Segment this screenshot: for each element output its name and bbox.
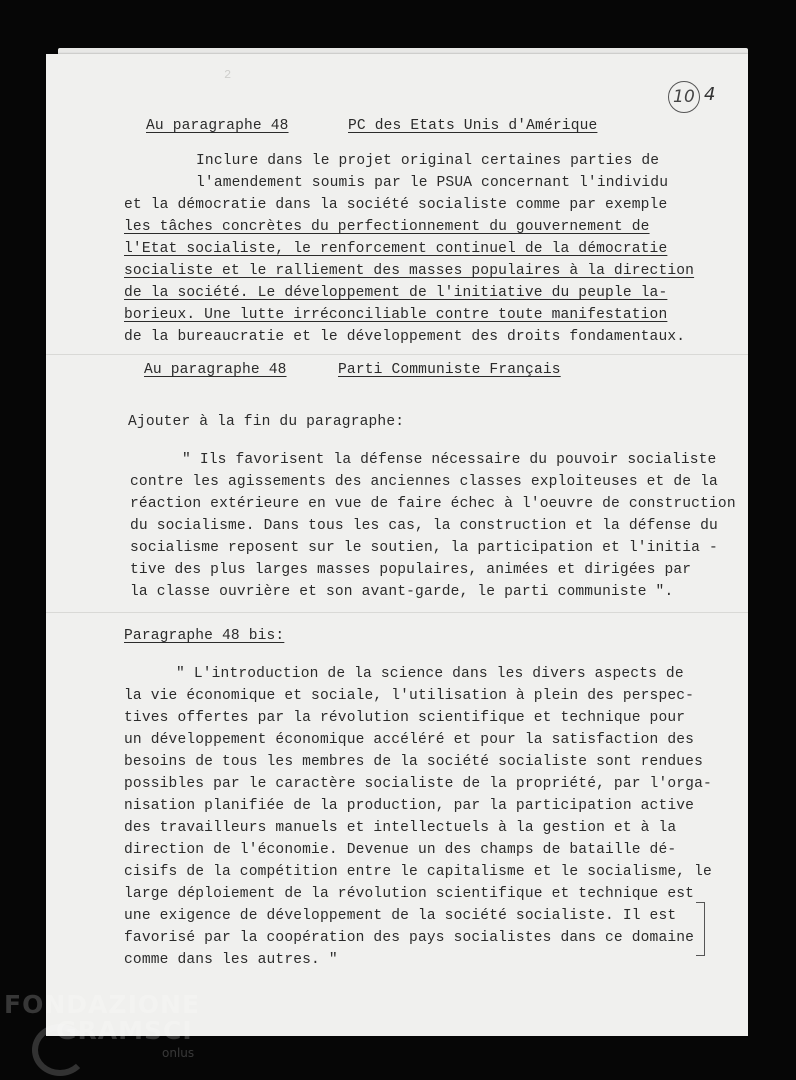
section2-line: réaction extérieure en vue de faire échec à l'oeuvre de construction: [130, 496, 736, 512]
section1-line: l'amendement soumis par le PSUA concernant l'individu: [196, 175, 669, 191]
section3-line: cisifs de la compétition entre le capitalisme et le socialisme, le: [124, 864, 712, 880]
handwritten-page-number: 4: [704, 84, 716, 105]
handwritten-circled-number: 10: [668, 81, 700, 113]
watermark-line2: GRAMSCI: [56, 1016, 193, 1045]
section2-line: la classe ouvrière et son avant-garde, le parti communiste ".: [130, 584, 674, 600]
section3-line: " L'introduction de la science dans les divers aspects de: [176, 666, 684, 682]
section1-line: de la bureaucratie et le développement des droits fondamentaux.: [124, 329, 686, 345]
section3-line: une exigence de développement de la société socialiste. Il est: [124, 908, 677, 924]
section2-intro: Ajouter à la fin du paragraphe:: [128, 414, 405, 430]
fold-line: [46, 354, 748, 355]
section1-line: Inclure dans le projet original certaines parties de: [196, 153, 660, 169]
section2-heading: Au paragraphe 48: [144, 362, 287, 378]
watermark-line3: onlus: [162, 1046, 195, 1060]
section1-heading: Au paragraphe 48: [146, 118, 289, 134]
section1-line: socialiste et le ralliement des masses populaires à la direction: [124, 263, 695, 279]
section3-line: besoins de tous les membres de la société socialiste sont rendues: [124, 754, 703, 770]
document-page: [46, 54, 748, 1036]
section3-line: possibles par le caractère socialiste de la propriété, par l'orga-: [124, 776, 712, 792]
section2-line: " Ils favorisent la défense nécessaire du pouvoir socialiste: [182, 452, 717, 468]
section3-line: comme dans les autres. ": [124, 952, 338, 968]
section1-line: de la société. Le développement de l'initiative du peuple la-: [124, 285, 668, 301]
faint-marginal-text: 2: [224, 68, 232, 82]
section1-line: borieux. Une lutte irréconciliable contre toute manifestation: [124, 307, 668, 323]
section3-line: large déploiement de la révolution scientifique et technique est: [124, 886, 695, 902]
section1-line: les tâches concrètes du perfectionnement du gouvernement de: [124, 219, 650, 235]
section3-line: la vie économique et sociale, l'utilisation à plein des perspec-: [124, 688, 695, 704]
watermark-logo: [4, 990, 201, 1060]
section2-line: tive des plus larges masses populaires, animées et dirigées par: [130, 562, 692, 578]
watermark-line1: FONDAZIONE: [4, 990, 201, 1019]
section2-line: du socialisme. Dans tous les cas, la construction et la défense du: [130, 518, 718, 534]
section3-line: direction de l'économie. Devenue un des champs de bataille dé-: [124, 842, 677, 858]
section3-line: tives offertes par la révolution scientifique et technique pour: [124, 710, 686, 726]
section3-line: nisation planifiée de la production, par la participation active: [124, 798, 695, 814]
section2-line: socialisme reposent sur le soutien, la participation et l'initia -: [130, 540, 718, 556]
section2-line: contre les agissements des anciennes classes exploiteuses et de la: [130, 474, 718, 490]
section2-party: Parti Communiste Français: [338, 362, 561, 378]
section3-heading: Paragraphe 48 bis:: [124, 628, 285, 644]
fold-line: [46, 612, 748, 613]
section3-line: des travailleurs manuels et intellectuels à la gestion et à la: [124, 820, 677, 836]
handwritten-bracket-mark: [696, 902, 705, 956]
section3-line: favorisé par la coopération des pays socialistes dans ce domaine: [124, 930, 695, 946]
section1-line: l'Etat socialiste, le renforcement continuel de la démocratie: [124, 241, 668, 257]
section1-line: et la démocratie dans la société socialiste comme par exemple: [124, 197, 668, 213]
section1-party: PC des Etats Unis d'Amérique: [348, 118, 598, 134]
section3-line: un développement économique accéléré et pour la satisfaction des: [124, 732, 695, 748]
